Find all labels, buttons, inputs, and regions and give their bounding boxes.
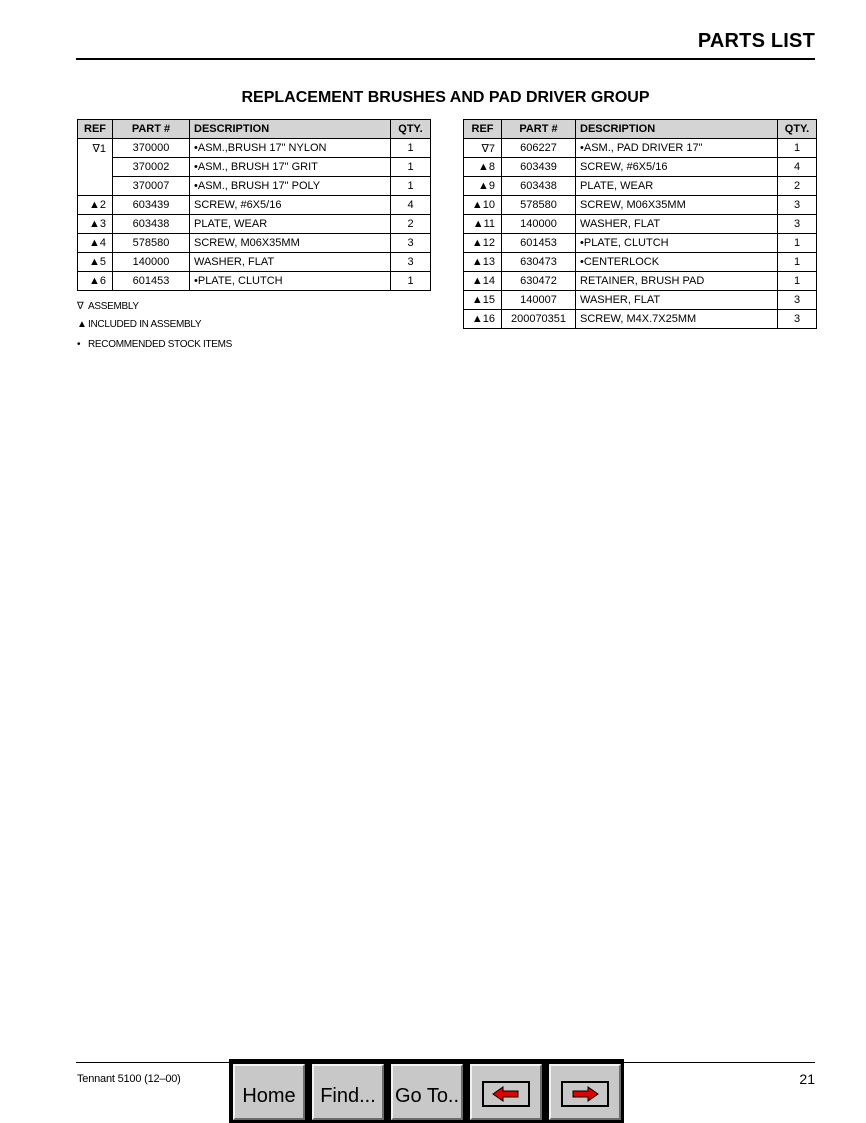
table-row — [464, 158, 817, 177]
ref-number: 15 — [482, 294, 495, 306]
part-number-cell: 370007 — [113, 177, 190, 196]
description-cell: SCREW, M4X.7X25MM — [576, 310, 778, 329]
footer-rule-right — [623, 1062, 815, 1063]
ref-number: 7 — [488, 142, 495, 155]
part-number-cell: 578580 — [502, 196, 576, 215]
ref-cell — [464, 196, 502, 215]
table-row — [464, 177, 817, 196]
qty-cell: 1 — [778, 234, 817, 253]
assembly-symbol-icon: ∇ — [481, 142, 489, 155]
part-number-cell: 630473 — [502, 253, 576, 272]
included-triangle-icon: ▲ — [477, 161, 489, 173]
included-triangle-icon: ▲ — [88, 275, 100, 287]
description-cell: SCREW, #6X5/16 — [190, 196, 391, 215]
qty-cell: 1 — [778, 272, 817, 291]
qty-cell: 3 — [391, 234, 431, 253]
table-row — [464, 291, 817, 310]
table-row — [78, 139, 431, 158]
description-cell: RETAINER, BRUSH PAD — [576, 272, 778, 291]
legend-label: RECOMMENDED STOCK ITEMS — [88, 339, 233, 350]
included-triangle-icon: ▲ — [471, 275, 483, 287]
parts-table-left — [77, 119, 431, 291]
table-row — [464, 139, 817, 158]
find-button[interactable] — [312, 1064, 384, 1120]
description-cell: •ASM., PAD DRIVER 17" — [576, 139, 778, 158]
included-triangle-icon: ▲ — [472, 218, 484, 230]
legend-label: INCLUDED IN ASSEMBLY — [88, 319, 202, 330]
included-triangle-icon: ▲ — [471, 256, 483, 268]
description-cell: SCREW, M06X35MM — [576, 196, 778, 215]
ref-cell — [78, 215, 113, 234]
qty-column-header: QTY. — [391, 120, 431, 139]
find-button-label: Find... — [320, 1084, 376, 1107]
included-triangle-icon: ▲ — [77, 319, 87, 330]
table-header-row — [78, 120, 431, 139]
qty-cell: 1 — [391, 158, 431, 177]
parts-table-left-body — [78, 139, 431, 291]
ref-number: 16 — [482, 313, 495, 325]
qty-cell: 1 — [778, 139, 817, 158]
home-button-label: Home — [242, 1084, 296, 1107]
ref-cell — [464, 272, 502, 291]
goto-button-label: Go To.. — [394, 1084, 460, 1107]
included-triangle-icon: ▲ — [471, 294, 483, 306]
part-number-cell: 140007 — [502, 291, 576, 310]
legend-assembly — [77, 301, 139, 312]
description-cell: WASHER, FLAT — [190, 253, 391, 272]
parts-table-right-body — [464, 139, 817, 329]
qty-cell: 4 — [391, 196, 431, 215]
part-number-cell: 601453 — [502, 234, 576, 253]
left-arrow-icon — [482, 1081, 530, 1107]
ref-number: 9 — [488, 180, 495, 192]
part-column-header: PART # — [113, 120, 190, 139]
goto-button[interactable] — [391, 1064, 463, 1120]
ref-cell — [78, 253, 113, 272]
table-row — [464, 253, 817, 272]
ref-cell — [78, 139, 113, 158]
ref-number: 4 — [99, 237, 106, 249]
ref-number: 8 — [488, 161, 495, 173]
qty-cell: 2 — [778, 177, 817, 196]
ref-number: 3 — [99, 218, 106, 230]
description-cell: PLATE, WEAR — [576, 177, 778, 196]
included-triangle-icon: ▲ — [471, 199, 483, 211]
part-number-cell: 606227 — [502, 139, 576, 158]
ref-cell — [464, 291, 502, 310]
description-cell: •ASM., BRUSH 17" GRIT — [190, 158, 391, 177]
ref-cell — [464, 158, 502, 177]
description-cell: WASHER, FLAT — [576, 291, 778, 310]
stock-bullet-icon: • — [77, 339, 81, 350]
table-row — [464, 310, 817, 329]
included-triangle-icon: ▲ — [471, 237, 483, 249]
qty-cell: 3 — [391, 253, 431, 272]
section-title: REPLACEMENT BRUSHES AND PAD DRIVER GROUP — [241, 89, 650, 106]
table-row — [464, 196, 817, 215]
ref-number: 2 — [99, 199, 106, 211]
footer-rule-left — [76, 1062, 230, 1063]
part-number-cell: 200070351 — [502, 310, 576, 329]
description-cell: PLATE, WEAR — [190, 215, 391, 234]
description-cell: •ASM., BRUSH 17" POLY — [190, 177, 391, 196]
table-row — [78, 158, 431, 177]
qty-cell: 3 — [778, 196, 817, 215]
qty-cell: 3 — [778, 291, 817, 310]
table-row — [78, 196, 431, 215]
table-header-row — [464, 120, 817, 139]
header-rule — [76, 58, 815, 60]
next-page-button[interactable] — [549, 1064, 621, 1120]
qty-cell: 3 — [778, 310, 817, 329]
navigation-bar — [229, 1059, 624, 1123]
ref-number: 10 — [482, 199, 495, 211]
ref-cell — [78, 177, 113, 196]
parts-table-right — [463, 119, 817, 329]
table-row — [464, 215, 817, 234]
part-number-cell: 603438 — [502, 177, 576, 196]
page-header-title: PARTS LIST — [697, 30, 815, 52]
table-row — [78, 234, 431, 253]
part-number-cell: 370000 — [113, 139, 190, 158]
qty-cell: 3 — [778, 215, 817, 234]
footer-document-id: Tennant 5100 (12–00) — [77, 1073, 181, 1085]
ref-number: 13 — [482, 256, 495, 268]
ref-cell — [78, 196, 113, 215]
ref-cell — [78, 272, 113, 291]
part-number-cell: 603439 — [502, 158, 576, 177]
legend-label: ASSEMBLY — [88, 301, 139, 312]
table-row — [464, 272, 817, 291]
part-number-cell: 630472 — [502, 272, 576, 291]
part-number-cell: 603439 — [113, 196, 190, 215]
description-cell: •PLATE, CLUTCH — [190, 272, 391, 291]
description-cell: SCREW, M06X35MM — [190, 234, 391, 253]
qty-cell: 1 — [391, 139, 431, 158]
qty-cell: 2 — [391, 215, 431, 234]
ref-cell — [464, 139, 502, 158]
description-cell: •CENTERLOCK — [576, 253, 778, 272]
included-triangle-icon: ▲ — [88, 199, 100, 211]
included-triangle-icon: ▲ — [88, 218, 100, 230]
ref-cell — [78, 234, 113, 253]
part-number-cell: 140000 — [113, 253, 190, 272]
part-column-header: PART # — [502, 120, 576, 139]
description-cell: •ASM.,BRUSH 17" NYLON — [190, 139, 391, 158]
ref-number: 5 — [99, 256, 106, 268]
ref-number: 11 — [483, 218, 495, 230]
part-number-cell: 140000 — [502, 215, 576, 234]
home-button[interactable] — [233, 1064, 305, 1120]
legend-stock — [77, 339, 232, 350]
description-cell: WASHER, FLAT — [576, 215, 778, 234]
description-column-header: DESCRIPTION — [576, 120, 778, 139]
ref-column-header: REF — [464, 120, 502, 139]
qty-cell: 1 — [778, 253, 817, 272]
table-row — [78, 215, 431, 234]
qty-cell: 4 — [778, 158, 817, 177]
ref-cell — [464, 234, 502, 253]
part-number-cell: 370002 — [113, 158, 190, 177]
description-cell: SCREW, #6X5/16 — [576, 158, 778, 177]
description-column-header: DESCRIPTION — [190, 120, 391, 139]
table-row — [78, 177, 431, 196]
ref-number: 1 — [99, 142, 106, 155]
page-number: 21 — [799, 1071, 815, 1087]
qty-column-header: QTY. — [778, 120, 817, 139]
included-triangle-icon: ▲ — [88, 237, 100, 249]
included-triangle-icon: ▲ — [88, 256, 100, 268]
part-number-cell: 578580 — [113, 234, 190, 253]
ref-column-header: REF — [78, 120, 113, 139]
ref-cell — [78, 158, 113, 177]
description-cell: •PLATE, CLUTCH — [576, 234, 778, 253]
qty-cell: 1 — [391, 177, 431, 196]
ref-cell — [464, 215, 502, 234]
ref-cell — [464, 177, 502, 196]
previous-page-button[interactable] — [470, 1064, 542, 1120]
ref-cell — [464, 253, 502, 272]
ref-number: 14 — [482, 275, 495, 287]
included-triangle-icon: ▲ — [471, 313, 483, 325]
assembly-symbol-icon: ∇ — [92, 142, 100, 155]
assembly-symbol-icon: ∇ — [77, 301, 84, 312]
included-triangle-icon: ▲ — [477, 180, 489, 192]
table-row — [78, 272, 431, 291]
right-arrow-icon — [561, 1081, 609, 1107]
table-row — [78, 253, 431, 272]
part-number-cell: 603438 — [113, 215, 190, 234]
ref-number: 12 — [482, 237, 495, 249]
table-row — [464, 234, 817, 253]
ref-number: 6 — [99, 275, 106, 287]
qty-cell: 1 — [391, 272, 431, 291]
legend-included — [77, 319, 201, 330]
part-number-cell: 601453 — [113, 272, 190, 291]
ref-cell — [464, 310, 502, 329]
